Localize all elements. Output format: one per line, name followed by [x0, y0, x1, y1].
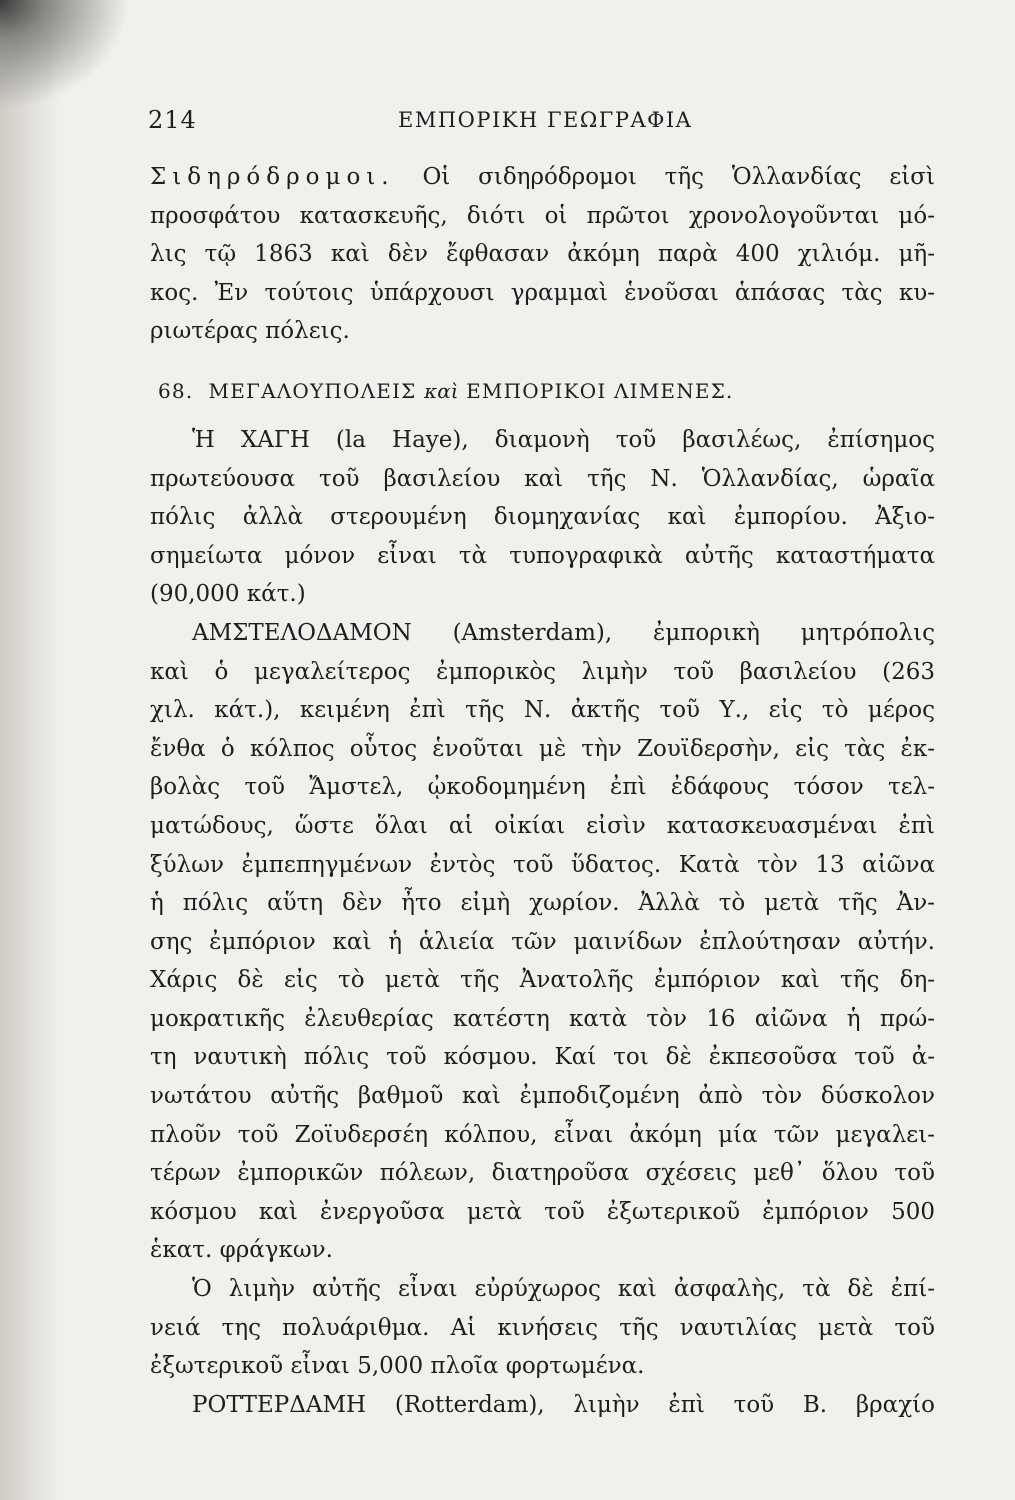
text-line: Χάρις δὲ εἰς τὸ μετὰ τῆς Ἀνατολῆς ἐμπόριον καὶ τῆς δη- — [150, 967, 935, 994]
text-line: καὶ ὁ μεγαλείτερος ἐμπορικὸς λιμὴν τοῦ βασιλείου (263 — [150, 658, 935, 685]
text-line: μοκρατικῆς ἐλευθερίας κατέστη κατὰ τὸν 16 αἰῶνα ἡ πρώ- — [150, 1005, 935, 1032]
text-line: ματώδους, ὥστε ὅλαι αἱ οἰκίαι εἰσὶν κατασκευασμέναι ἐπὶ — [150, 812, 935, 839]
page-number: 214 — [148, 106, 197, 134]
section-title-part2: ΕΜΠΟΡΙΚΟΙ ΛΙΜΕΝΕΣ. — [466, 378, 734, 403]
text-line: τέρων ἐμπορικῶν πόλεων, διατηροῦσα σχέσεις μεθ᾽ ὅλου τοῦ — [150, 1160, 935, 1187]
text-line: ΑΜΣΤΕΛΟΔΑΜΟΝ (Amsterdam), ἐμπορικὴ μητρόπολις — [192, 619, 935, 646]
text-line: σης ἐμπόριον καὶ ἡ ἁλιεία τῶν μαινίδων ἐπλούτησαν αὐτήν. — [150, 928, 935, 955]
page-body — [150, 158, 935, 1424]
text-line: Σιδηρόδρομοι. Οἱ σιδηρόδρομοι τῆς Ὁλλανδίας εἰσὶ — [150, 164, 935, 190]
text-line: σημείωτα μόνον εἶναι τὰ τυπογραφικὰ αὐτῆς καταστήματα — [150, 542, 935, 569]
section-title-part1: ΜΕΓΑΛΟΥΠΟΛΕΙΣ — [208, 378, 417, 403]
text-line: ἡ πόλις αὕτη δὲν ἦτο εἰμὴ χωρίον. Ἀλλὰ τὸ μετὰ τῆς Ἀν- — [150, 890, 935, 917]
text-line: ριωτέρας πόλεις. — [150, 318, 350, 345]
paragraph-railways — [150, 158, 935, 351]
running-title: ΕΜΠΟΡΙΚΗ ΓΕΩΓΡΑΦΙΑ — [398, 108, 693, 132]
section-number: 68. — [158, 378, 194, 403]
page-corner-shadow — [0, 0, 130, 110]
text-line: Ἡ ΧΑΓΗ (la Haye), διαμονὴ τοῦ βασιλέως, ἐπίσημος — [192, 426, 935, 453]
page-header — [148, 106, 938, 146]
text-line: (90,000 κάτ.) — [150, 581, 306, 608]
text-line: πρωτεύουσα τοῦ βασιλείου καὶ τῆς Ν. Ὁλλανδίας, ὡραῖα — [150, 465, 935, 492]
section-heading — [150, 369, 935, 413]
paragraph-amsterdam — [150, 614, 935, 1270]
paragraph-port — [150, 1270, 935, 1386]
text-line: νωτάτου αὐτῆς βαθμοῦ καὶ ἐμποδιζομένη ἀπὸ τὸν δύσκολον — [150, 1083, 935, 1110]
text-line: ἔνθα ὁ κόλπος οὗτος ἑνοῦται μὲ τὴν Ζουϊδερσὴν, εἰς τὰς ἐκ- — [150, 735, 935, 762]
text-line: πόλις ἀλλὰ στερουμένη διομηχανίας καὶ ἐμπορίου. Ἀξιο- — [150, 504, 935, 531]
text-line: λις τῷ 1863 καὶ δὲν ἔφθασαν ἀκόμη παρὰ 400 χιλιόμ. μῆ- — [150, 241, 935, 268]
paragraph-rotterdam — [150, 1386, 935, 1425]
lead-term: Σιδηρόδρομοι. — [150, 164, 395, 190]
text-line: ἐξωτερικοῦ εἶναι 5,000 πλοῖα φορτωμένα. — [150, 1353, 645, 1380]
text-line: πλοῦν τοῦ Ζοϊυδερσέη κόλπου, εἶναι ἀκόμη μία τῶν μεγαλει- — [150, 1121, 935, 1148]
text-line: κόσμου καὶ ἐνεργοῦσα μετὰ τοῦ ἐξωτερικοῦ ἐμπόριον 500 — [150, 1198, 935, 1225]
text-line: Ὁ λιμὴν αὐτῆς εἶναι εὐρύχωρος καὶ ἀσφαλὴς, τὰ δὲ ἐπί- — [192, 1276, 935, 1303]
page-edge-shadow — [0, 0, 60, 1500]
text-line: κος. Ἐν τούτοις ὑπάρχουσι γραμμαὶ ἑνοῦσαι ἁπάσας τὰς κυ- — [150, 279, 935, 306]
text-line: ΡΟΤΤΕΡΔΑΜΗ (Rotterdam), λιμὴν ἐπὶ τοῦ Β. βραχίο — [192, 1391, 935, 1418]
paragraph-hague — [150, 421, 935, 614]
text-line: νειά της πολυάριθμα. Αἱ κινήσεις τῆς ναυτιλίας μετὰ τοῦ — [150, 1314, 935, 1341]
text-line: ἑκατ. φράγκων. — [150, 1237, 333, 1264]
text-line: βολὰς τοῦ Ἄμστελ, ᾠκοδομημένη ἐπὶ ἐδάφους τόσον τελ- — [150, 774, 935, 801]
text-line: ξύλων ἐμπεπηγμένων ἐντὸς τοῦ ὕδατος. Κατὰ τὸν 13 αἰῶνα — [150, 851, 935, 878]
text-line: χιλ. κάτ.), κειμένη ἐπὶ τῆς Ν. ἀκτῆς τοῦ Υ., εἰς τὸ μέρος — [150, 697, 935, 724]
section-title-conj: καὶ — [424, 378, 459, 403]
text-line: τη ναυτικὴ πόλις τοῦ κόσμου. Καί τοι δὲ ἐκπεσοῦσα τοῦ ἀ- — [150, 1044, 935, 1071]
text-line: προσφάτου κατασκευῆς, διότι οἱ πρῶτοι χρονολογοῦνται μό- — [150, 202, 935, 229]
